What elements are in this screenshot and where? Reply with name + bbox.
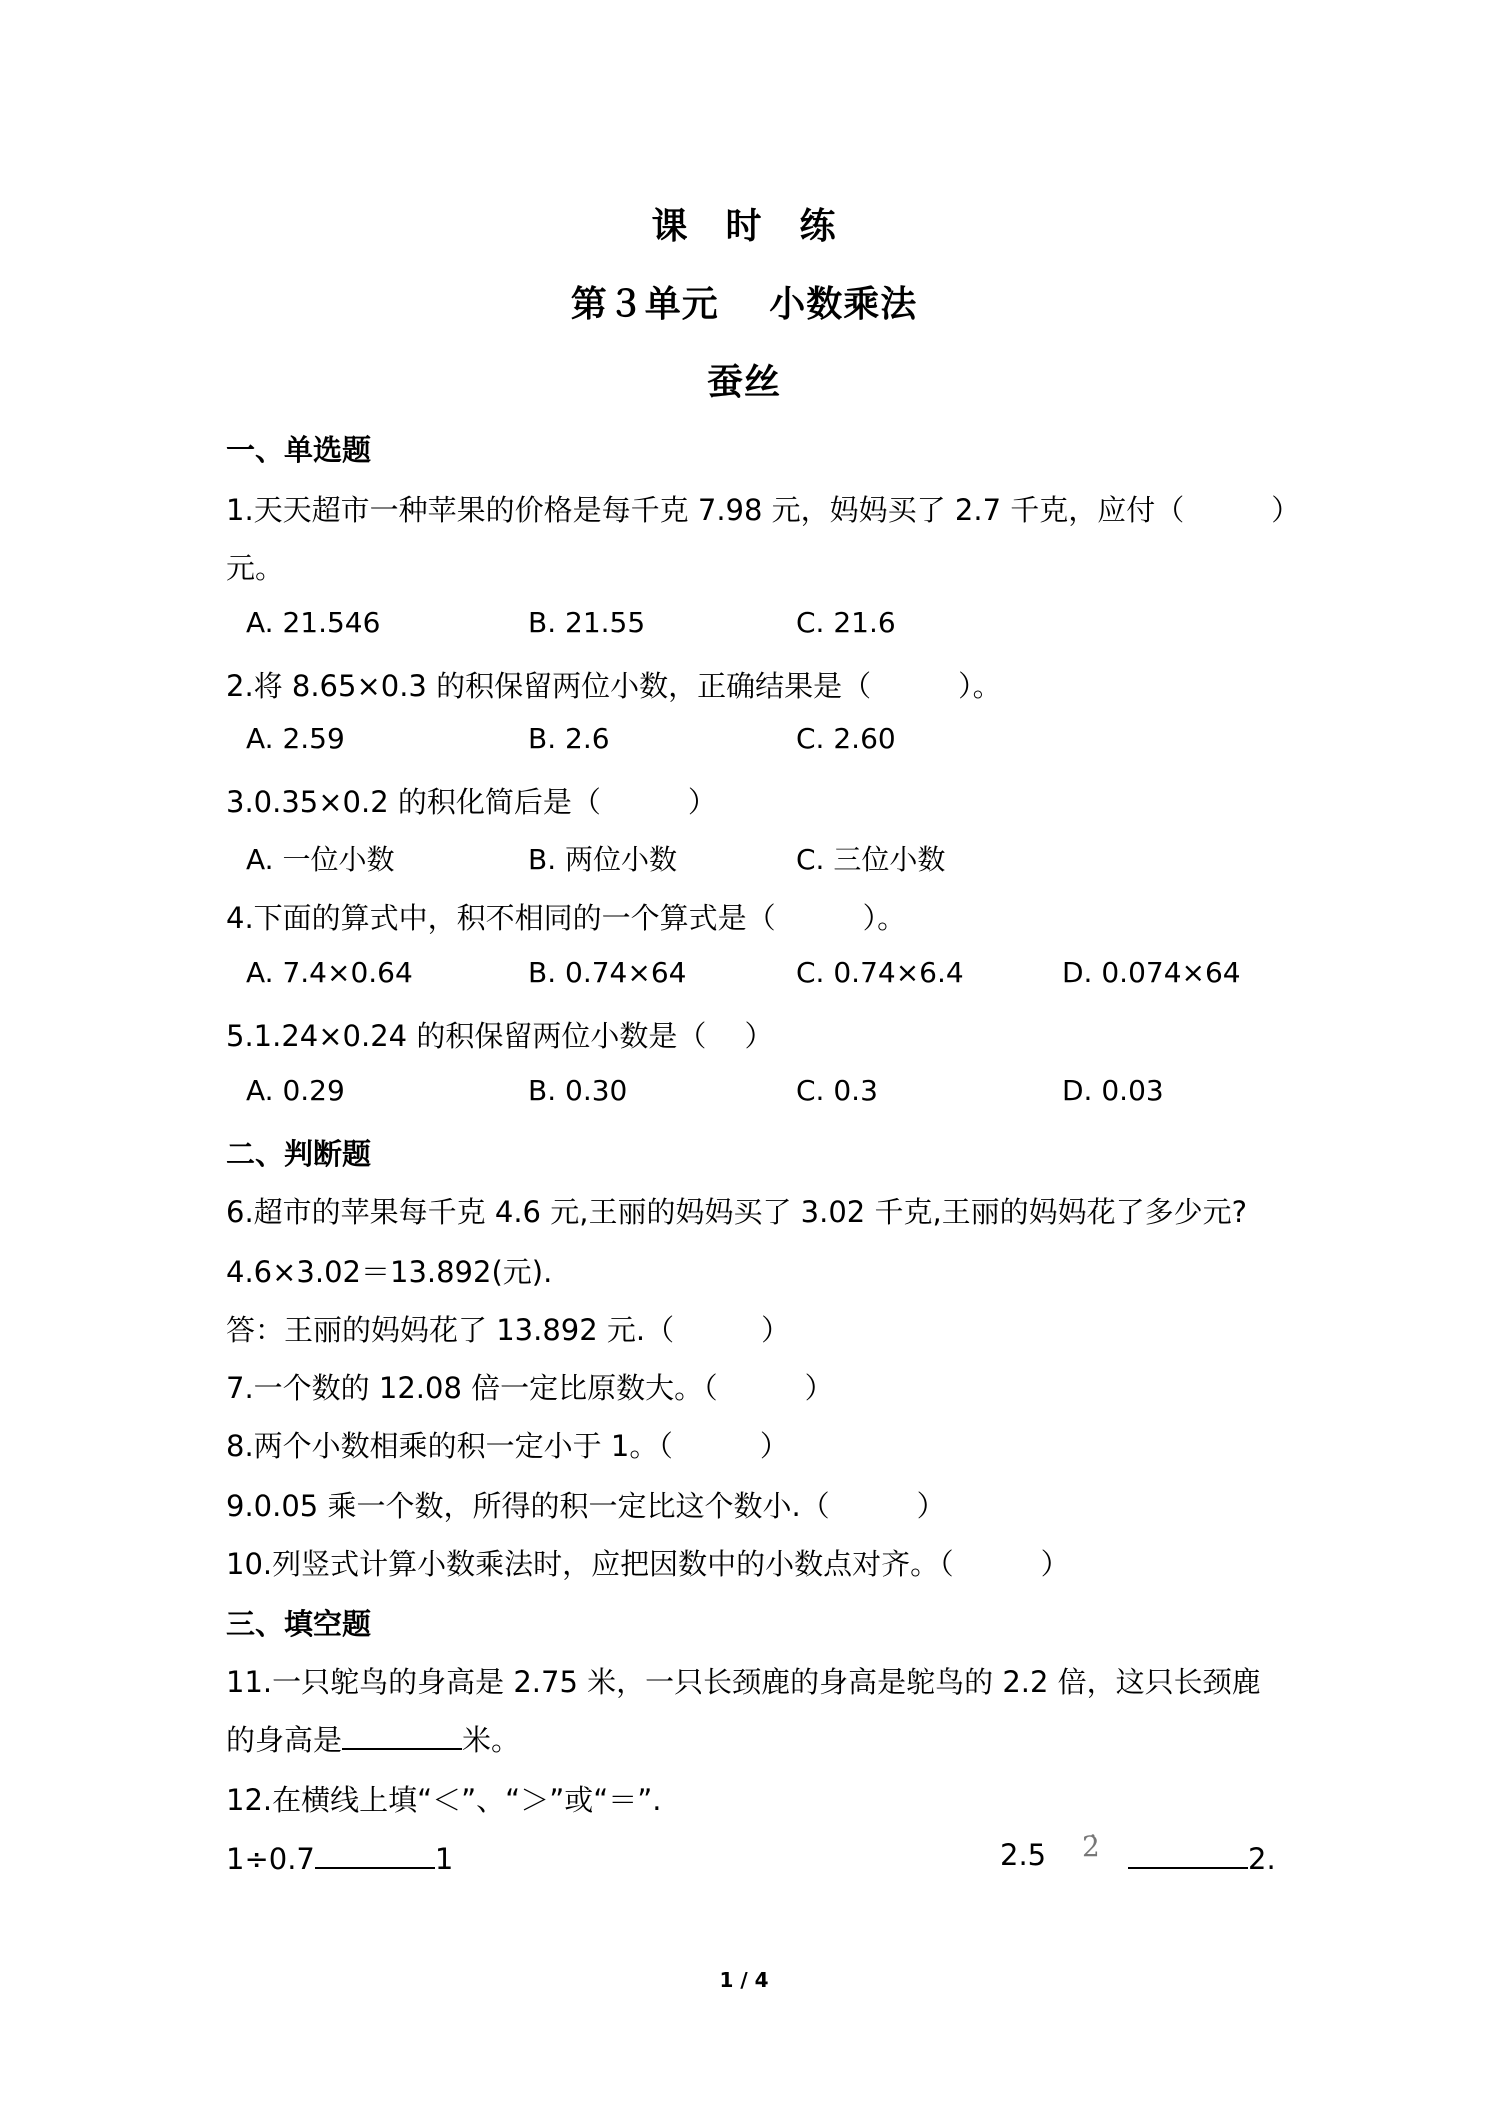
question-3: 3.0.35×0.2 的积化简后是（ ） [226,785,717,819]
q11-suffix: 米。 [462,1723,521,1757]
q5-option-d: D. 0.03 [1062,1074,1164,1107]
q1-option-a: A. 21.546 [246,606,381,639]
q2-option-b: B. 2.6 [528,722,610,755]
question-8: 8.两个小数相乘的积一定小于 1。（ ） [226,1429,789,1463]
q12-b-right: 2. [1248,1842,1276,1876]
page-number: 1 / 4 [719,1968,769,1992]
question-6-line-1: 6.超市的苹果每千克 4.6 元,王丽的妈妈买了 3.02 千克,王丽的妈妈花了多少元? [226,1195,1248,1229]
q12-b-repeating-digit: 2̇ [1082,1830,1100,1863]
question-11-line-1: 11.一只鸵鸟的身高是 2.75 米，一只长颈鹿的身高是鸵鸟的 2.2 倍，这只长颈鹿 [226,1665,1261,1699]
question-11-line-2 [226,1718,520,1759]
section-true-false: 二、判断题 [226,1137,372,1171]
q11-answer-blank[interactable] [342,1719,462,1750]
q3-option-c: C. 三位小数 [796,843,946,876]
question-9: 9.0.05 乘一个数，所得的积一定比这个数小.（ ） [226,1489,946,1523]
question-10: 10.列竖式计算小数乘法时，应把因数中的小数点对齐。（ ） [226,1547,1070,1581]
title-lesson: 蚕丝 [706,361,781,403]
q1-option-b: B. 21.55 [528,606,646,639]
section-fill-blank: 三、填空题 [226,1607,372,1641]
question-4: 4.下面的算式中，积不相同的一个算式是（ ）。 [226,901,907,935]
title-course: 课 时 练 [651,205,837,247]
title-unit: 第３单元 小数乘法 [570,283,918,325]
q1-option-c: C. 21.6 [796,606,896,639]
section-single-choice: 一、单选题 [226,433,372,467]
q12-a-left: 1÷0.7 [226,1842,315,1876]
q11-prefix: 的身高是 [226,1723,343,1757]
q3-option-a: A. 一位小数 [246,843,395,876]
question-2: 2.将 8.65×0.3 的积保留两位小数，正确结果是（ ）。 [226,669,1002,703]
question-1-line-1: 1.天天超市一种苹果的价格是每千克 7.98 元，妈妈买了 2.7 千克，应付（ ） [226,493,1301,527]
question-12: 12.在横线上填“＜”、“＞”或“＝”. [226,1783,662,1817]
q4-option-c: C. 0.74×6.4 [796,956,964,989]
q12-item-a [226,1838,453,1876]
q5-option-b: B. 0.30 [528,1074,628,1107]
question-1-line-2: 元。 [226,551,285,585]
q12-b-blank[interactable] [1128,1838,1248,1869]
q5-option-a: A. 0.29 [246,1074,345,1107]
question-6-line-2: 4.6×3.02＝13.892(元). [226,1255,553,1289]
q4-option-d: D. 0.074×64 [1062,956,1241,989]
q4-option-a: A. 7.4×0.64 [246,956,413,989]
q12-a-blank[interactable] [315,1838,435,1869]
question-7: 7.一个数的 12.08 倍一定比原数大。（ ） [226,1371,834,1405]
q12-item-b-right [1128,1838,1276,1876]
q2-option-c: C. 2.60 [796,722,896,755]
q2-option-a: A. 2.59 [246,722,345,755]
q5-option-c: C. 0.3 [796,1074,878,1107]
q12-a-right: 1 [434,1842,454,1876]
q4-option-b: B. 0.74×64 [528,956,687,989]
question-5: 5.1.24×0.24 的积保留两位小数是（ ） [226,1019,774,1053]
q3-option-b: B. 两位小数 [528,843,678,876]
question-6-line-3: 答：王丽的妈妈花了 13.892 元.（ ） [226,1313,791,1347]
q12-b-left: 2.5 [1000,1838,1047,1872]
